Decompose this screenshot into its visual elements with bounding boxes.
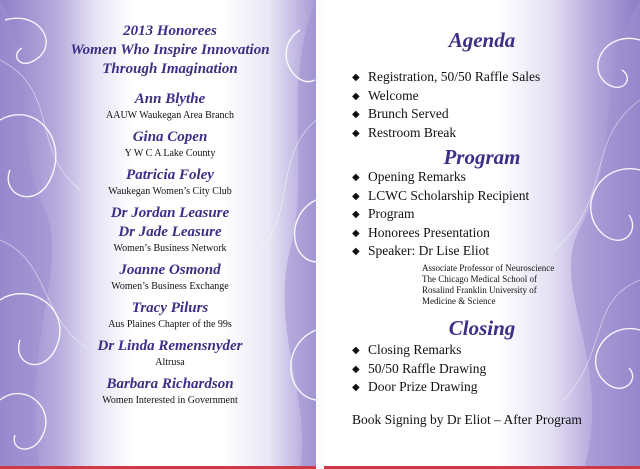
- honorees-section: [30, 22, 310, 407]
- diamond-bullet-icon: ◆: [352, 345, 360, 356]
- diamond-bullet-icon: ◆: [352, 246, 360, 257]
- diamond-bullet-icon: ◆: [352, 109, 360, 120]
- honoree-name: Ann Blythe: [134, 91, 206, 107]
- honorees-title: [30, 22, 310, 79]
- agenda-item: ◆ Brunch Served: [352, 105, 540, 124]
- left-panel: [0, 0, 316, 469]
- program-title: Program: [443, 145, 521, 169]
- right-panel: [324, 0, 640, 469]
- honoree-entry: [30, 128, 310, 160]
- program-item: ◆ Opening Remarks: [352, 168, 529, 187]
- honoree-name: Dr Jordan Leasure: [110, 205, 230, 221]
- program-item: ◆ Honorees Presentation: [352, 224, 529, 243]
- honoree-name: Barbara Richardson: [106, 376, 234, 392]
- honoree-name: Dr Jade Leasure: [118, 224, 222, 240]
- honoree-organization: Women Interested in Government: [102, 395, 238, 406]
- agenda-item: ◆ Registration, 50/50 Raffle Sales: [352, 68, 540, 87]
- closing-item: ◆ Closing Remarks: [352, 341, 486, 360]
- agenda-title: Agenda: [448, 28, 516, 52]
- honoree-organization: AAUW Waukegan Area Branch: [106, 110, 234, 121]
- honoree-name: Joanne Osmond: [119, 262, 221, 278]
- honorees-title-line: 2013 Honorees: [123, 23, 217, 39]
- agenda-item: ◆ Welcome: [352, 87, 540, 106]
- honoree-entry: [30, 375, 310, 407]
- diamond-bullet-icon: ◆: [352, 227, 360, 239]
- diamond-bullet-icon: ◆: [352, 172, 360, 183]
- diamond-bullet-icon: ◆: [352, 363, 360, 375]
- honoree-organization: Y W C A Lake County: [124, 148, 216, 159]
- honoree-name: Dr Linda Remensnyder: [97, 338, 243, 354]
- honoree-entry: [30, 90, 310, 122]
- speaker-credential-line: Associate Professor of Neuroscience: [422, 263, 555, 273]
- honorees-title-line: Through Imagination: [102, 61, 238, 77]
- honoree-entry: [30, 204, 310, 255]
- diamond-bullet-icon: ◆: [352, 72, 360, 83]
- honoree-organization: Altrusa: [155, 357, 185, 368]
- speaker-credential-line: The Chicago Medical School of: [422, 274, 537, 284]
- honoree-name: Patricia Foley: [126, 167, 214, 183]
- honoree-organization: Waukegan Women’s City Club: [108, 186, 232, 197]
- program-list: [352, 168, 529, 261]
- diamond-bullet-icon: ◆: [352, 127, 360, 139]
- closing-item: ◆ 50/50 Raffle Drawing: [352, 360, 486, 379]
- honoree-name: Gina Copen: [132, 129, 208, 145]
- closing-list: [352, 341, 486, 397]
- diamond-bullet-icon: ◆: [352, 190, 360, 202]
- diamond-bullet-icon: ◆: [352, 209, 360, 220]
- honoree-organization: Women’s Business Network: [113, 243, 227, 254]
- honoree-entry: [30, 261, 310, 293]
- program-item: ◆ Speaker: Dr Lise Eliot: [352, 242, 529, 261]
- agenda-item: ◆ Restroom Break: [352, 124, 540, 143]
- honoree-name: Tracy Pilurs: [131, 300, 209, 316]
- program-item: ◆ Program: [352, 205, 529, 224]
- book-signing-note: Book Signing by Dr Eliot – After Program: [352, 412, 582, 427]
- honorees-title-line: Women Who Inspire Innovation: [70, 42, 270, 58]
- speaker-credentials: [422, 263, 554, 307]
- speaker-credential-line: Medicine & Science: [422, 296, 496, 306]
- program-item: ◆ LCWC Scholarship Recipient: [352, 187, 529, 206]
- honoree-entry: [30, 337, 310, 369]
- honoree-organization: Women’s Business Exchange: [111, 281, 229, 292]
- page-gutter: [316, 0, 324, 469]
- honoree-entry: [30, 166, 310, 198]
- closing-title: Closing: [448, 316, 516, 340]
- honoree-organization: Aus Plaines Chapter of the 99s: [108, 319, 232, 330]
- diamond-bullet-icon: ◆: [352, 382, 360, 393]
- speaker-credential-line: Rosalind Franklin University of: [422, 285, 537, 295]
- closing-item: ◆ Door Prize Drawing: [352, 378, 486, 397]
- agenda-list: [352, 68, 540, 142]
- diamond-bullet-icon: ◆: [352, 90, 360, 102]
- honoree-entry: [30, 299, 310, 331]
